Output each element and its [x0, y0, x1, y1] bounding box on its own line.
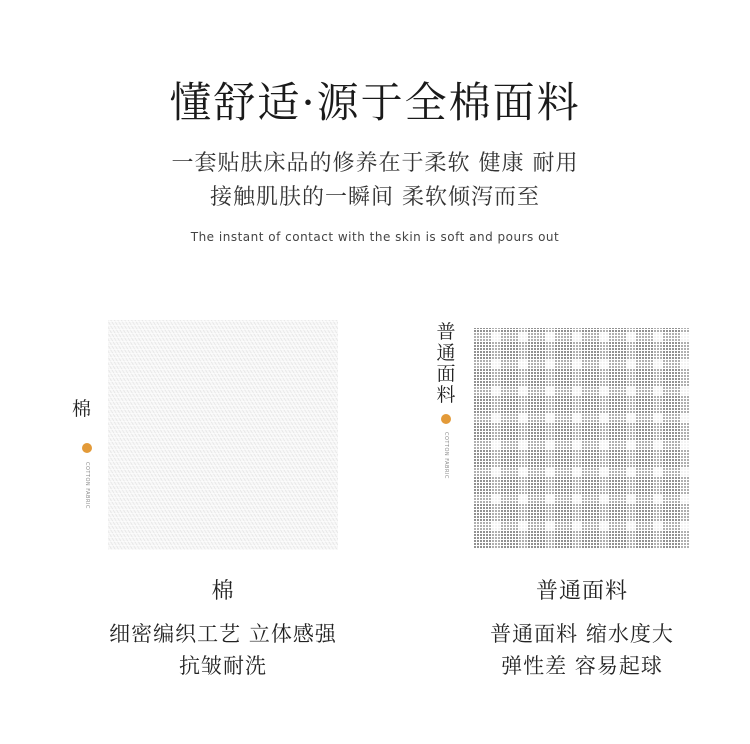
- ordinary-desc-line-2: 弹性差 容易起球: [501, 654, 663, 678]
- cotton-dot-icon: [82, 443, 92, 453]
- ordinary-tiny-text: COTTON FABRIC: [443, 432, 449, 479]
- subtitle-line-1: 一套贴肤床品的修养在于柔软 健康 耐用: [171, 151, 579, 176]
- subtitle-line-2: 接触肌肤的一瞬间 柔软倾泻而至: [210, 185, 540, 210]
- ordinary-side-label: 普通面料: [436, 321, 456, 406]
- cotton-side-label: 棉: [72, 398, 92, 420]
- ordinary-dot-icon: [441, 414, 451, 424]
- cotton-desc-line-1: 细密编织工艺 立体感强: [109, 622, 337, 646]
- cotton-desc-line-2: 抗皱耐洗: [179, 654, 267, 678]
- cotton-tiny-text: COTTON FABRIC: [84, 462, 90, 509]
- ordinary-desc-line-1: 普通面料 缩水度大: [490, 622, 674, 646]
- english-tagline: The instant of contact with the skin is soft and pours out: [190, 230, 560, 244]
- cotton-fabric-swatch: [108, 320, 338, 550]
- ordinary-caption-title: 普通面料: [535, 579, 628, 604]
- cotton-caption-title: 棉: [211, 579, 235, 604]
- ordinary-fabric-swatch: [474, 328, 690, 548]
- page-title: 懂舒适·源于全棉面料: [169, 78, 581, 127]
